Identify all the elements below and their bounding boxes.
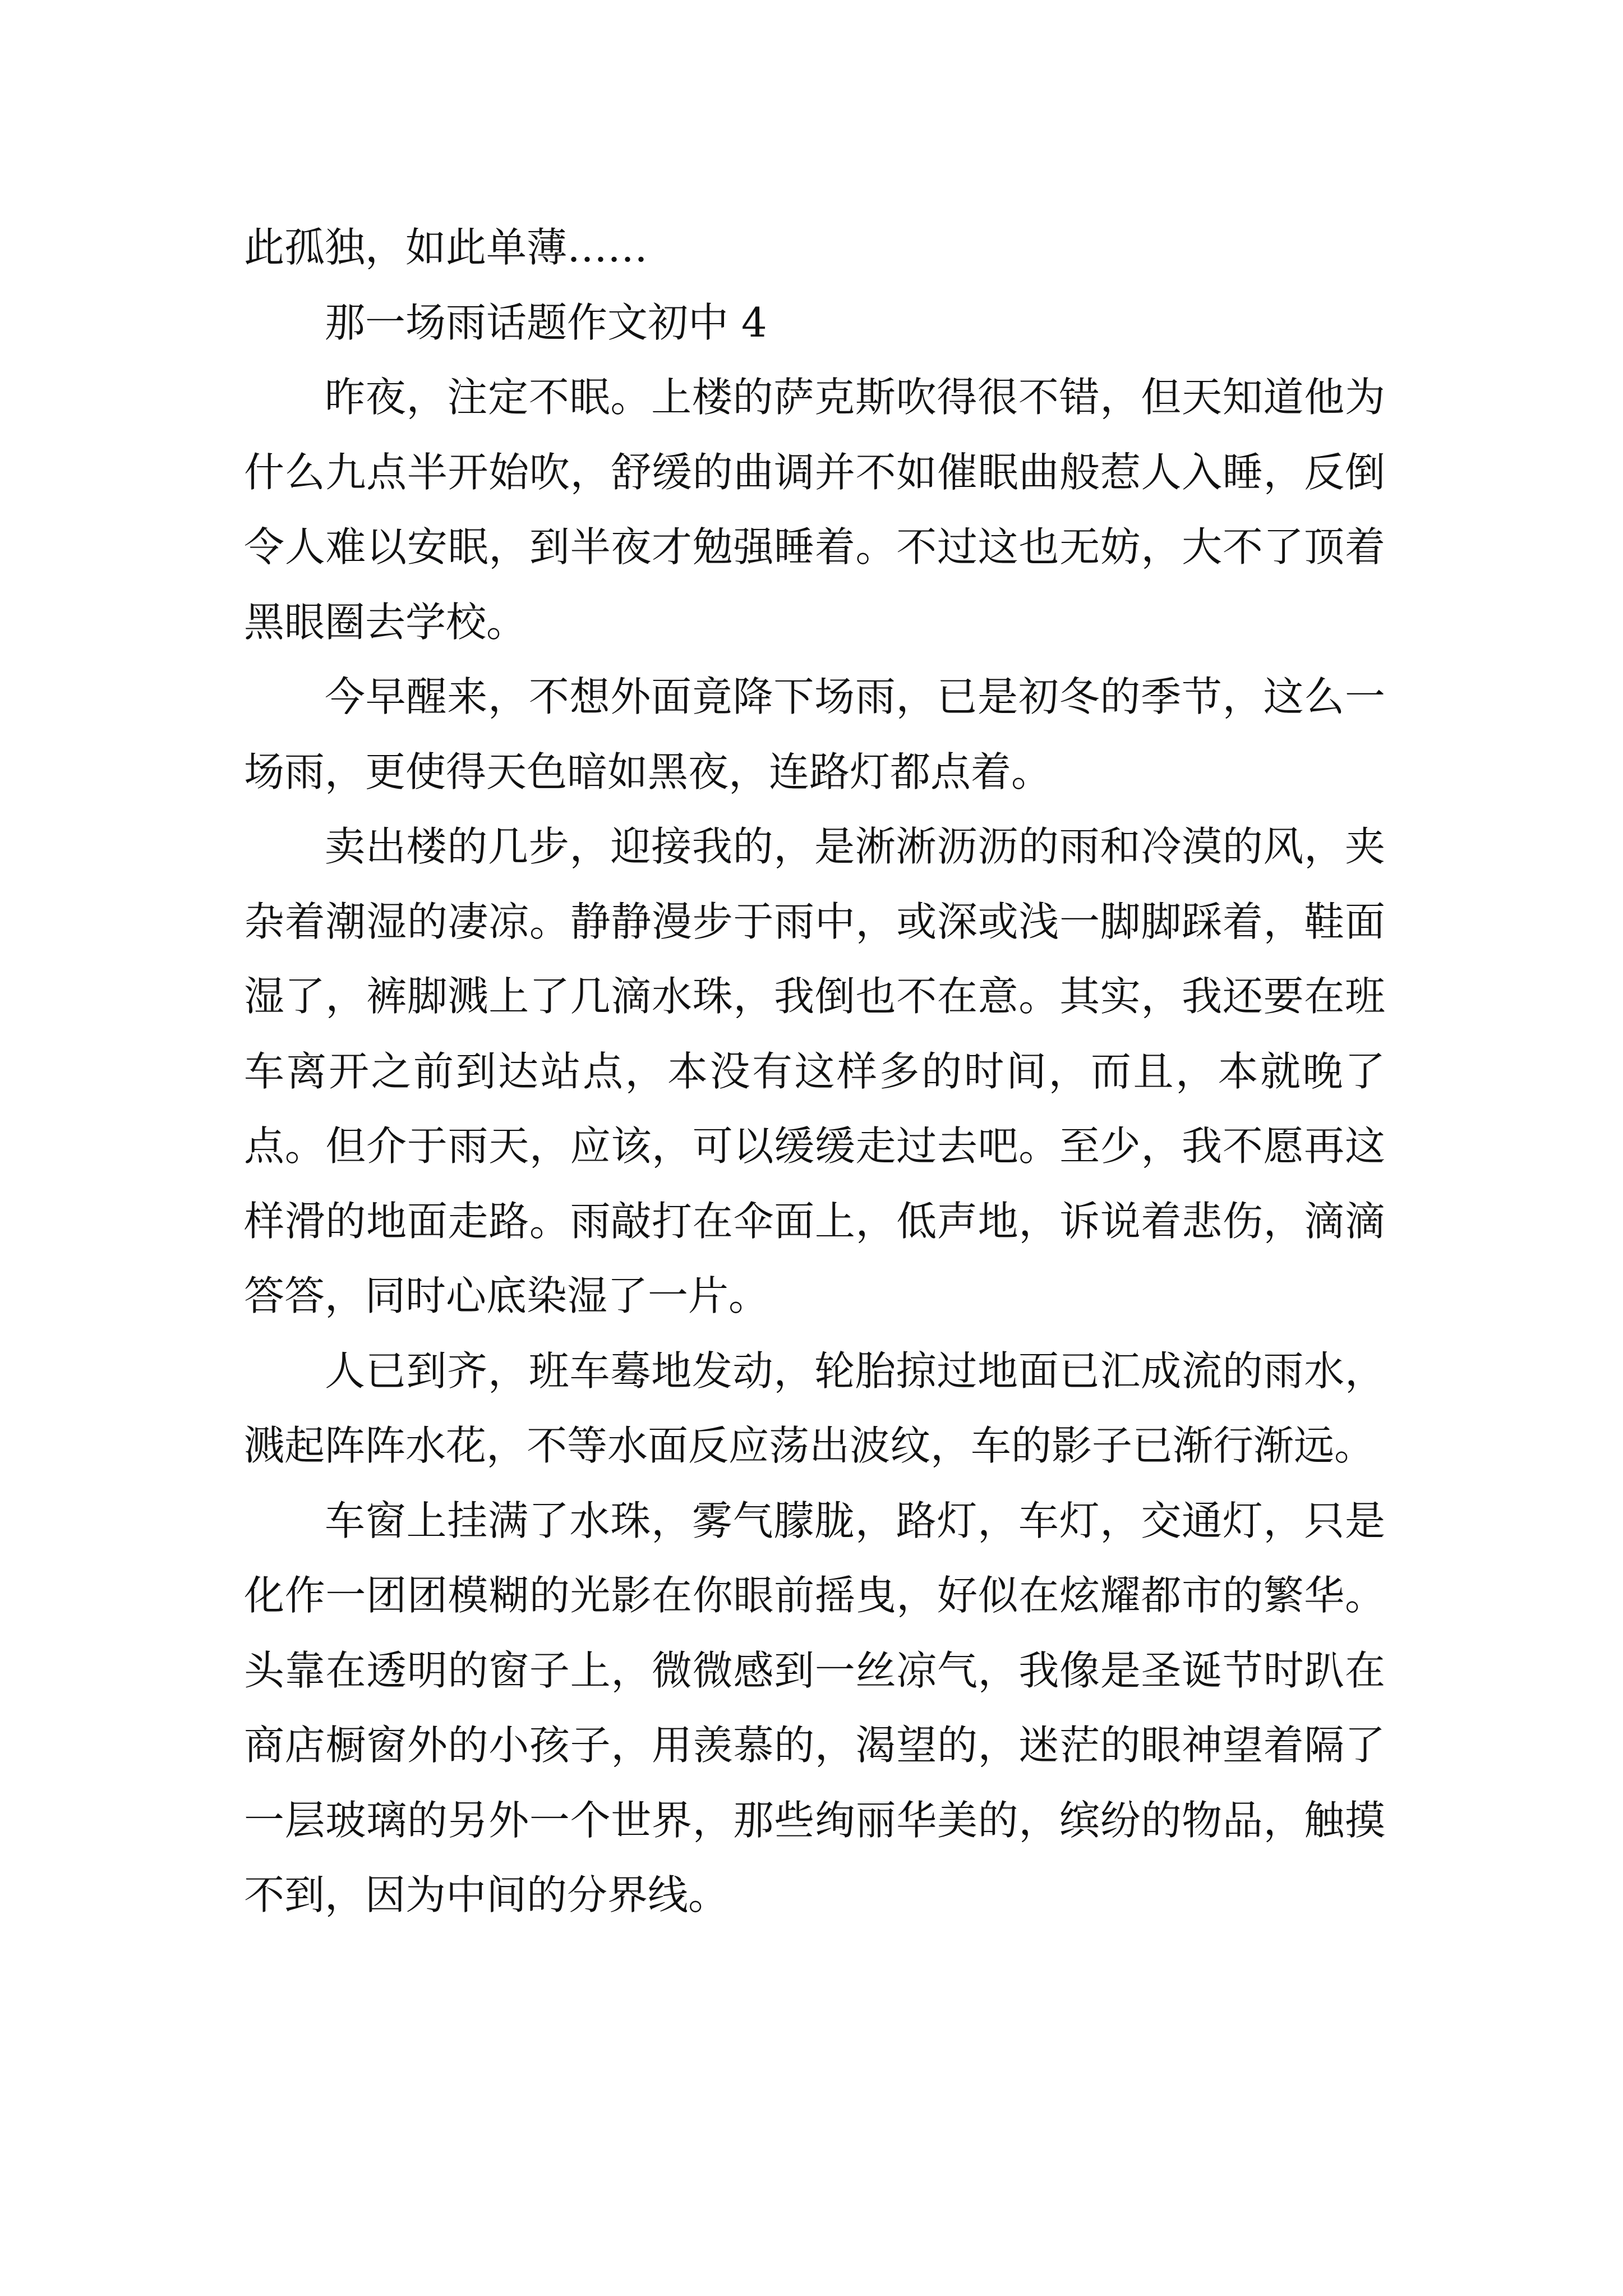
paragraph: 昨夜，注定不眠。上楼的萨克斯吹得很不错，但天知道他为什么九点半开始吹，舒缓的曲调并不如催眠曲般惹人入睡，反倒令人难以安眠，到半夜才勉强睡着。不过这也无妨，大不了顶着黑眼圈去学校。 <box>244 374 1385 646</box>
essay-title: 那一场雨话题作文初中 4 <box>325 298 767 346</box>
continued-fragment: 此孤独，如此单薄…… <box>244 224 648 271</box>
paragraph: 今早醒来，不想外面竟降下场雨，已是初冬的季节，这么一场雨，更使得天色暗如黑夜，连路灯都点着。 <box>244 673 1385 795</box>
paragraph: 车窗上挂满了水珠，雾气朦胧，路灯，车灯，交通灯，只是化作一团团模糊的光影在你眼前摇曳，好似在炫耀都市的繁华。头靠在透明的窗子上，微微感到一丝凉气，我像是圣诞节时趴在商店橱窗外的小孩子，用羡慕的，渴望的，迷茫的眼神望着隔了一层玻璃的另外一个世界，那些绚丽华美的，缤纷的物品，触摸不到，因为中间的分界线。 <box>244 1497 1385 1918</box>
paragraph: 人已到齐，班车蓦地发动，轮胎掠过地面已汇成流的雨水，溅起阵阵水花，不等水面反应荡出波纹，车的影子已渐行渐远。 <box>244 1347 1385 1469</box>
document-body <box>244 210 1385 1933</box>
paragraph: 卖出楼的几步，迎接我的，是淅淅沥沥的雨和冷漠的风，夹杂着潮湿的凄凉。静静漫步于雨中，或深或浅一脚脚踩着，鞋面湿了，裤脚溅上了几滴水珠，我倒也不在意。其实，我还要在班车离开之前到达站点，本没有这样多的时间，而且，本就晚了点。但介于雨天，应该，可以缓缓走过去吧。至少，我不愿再这样滑的地面走路。雨敲打在伞面上，低声地，诉说着悲伤，滴滴答答，同时心底染湿了一片。 <box>244 823 1385 1319</box>
